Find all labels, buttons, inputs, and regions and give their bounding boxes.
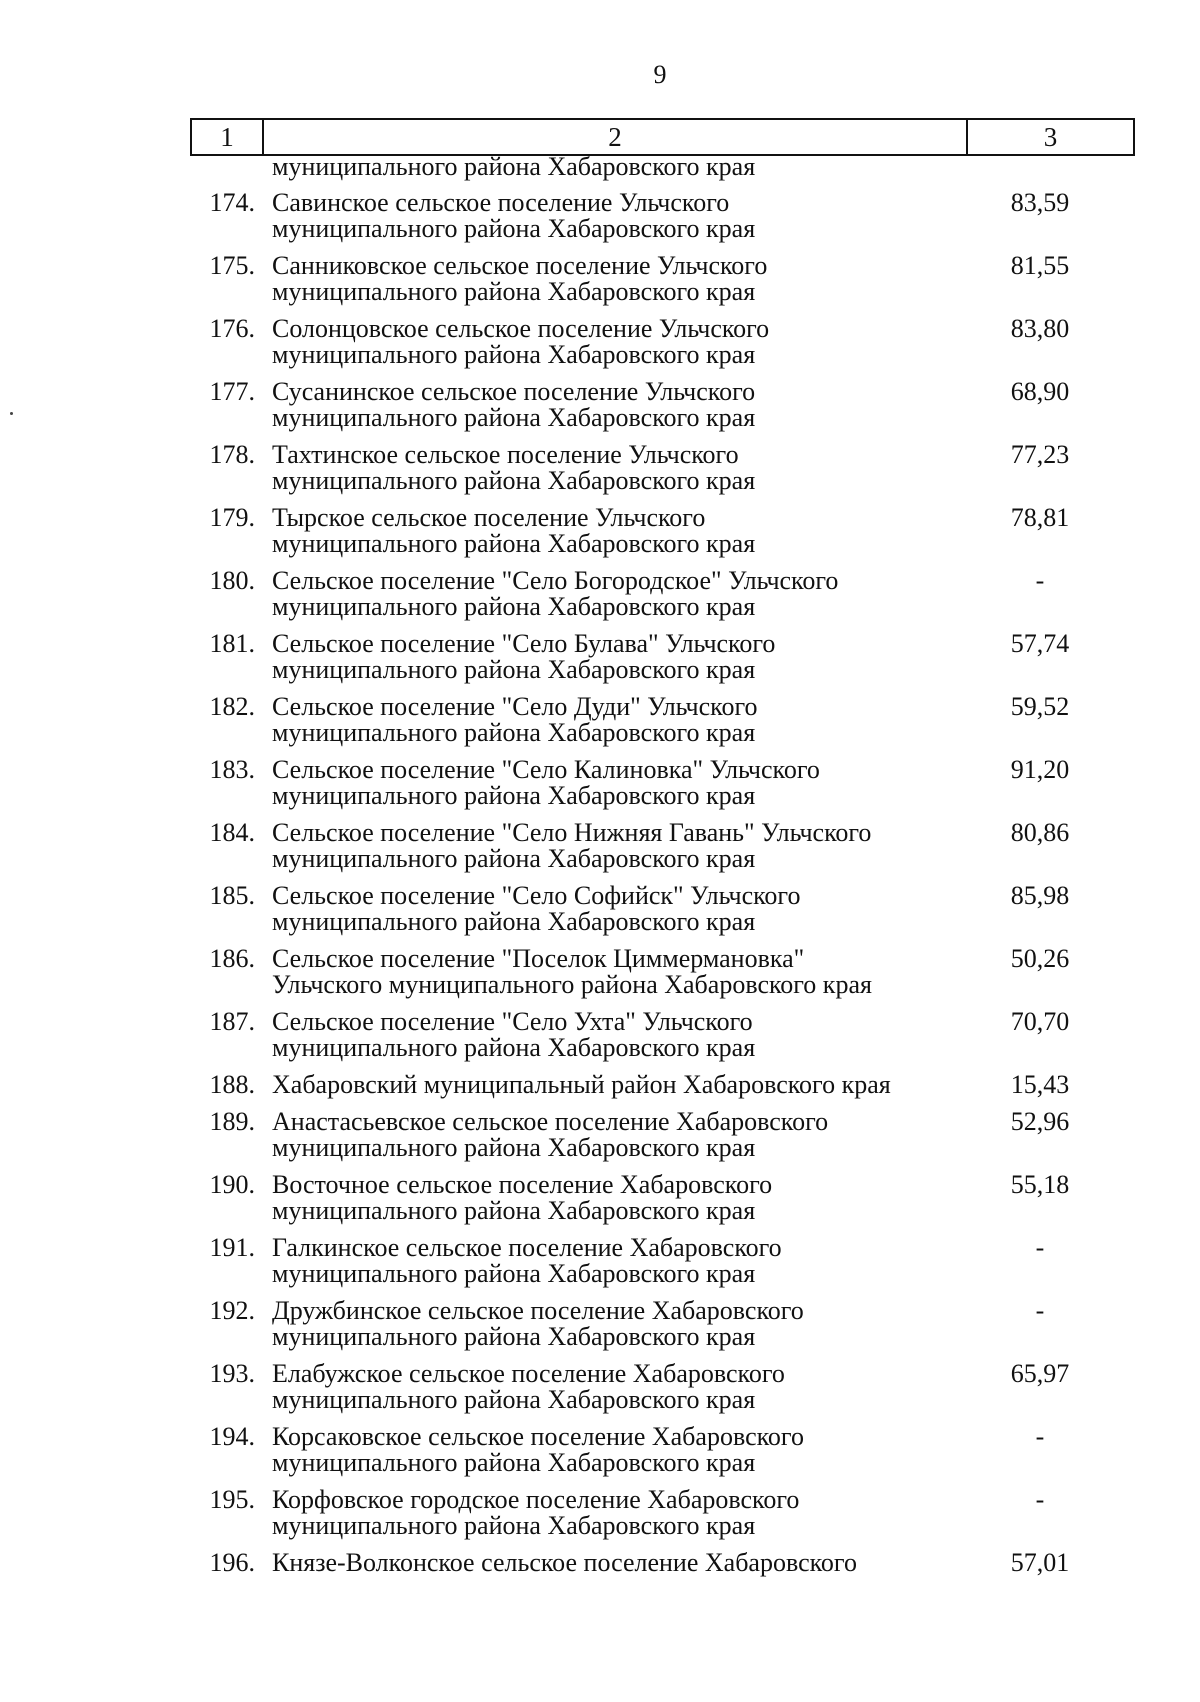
table-row	[190, 1009, 1135, 1072]
row-name	[272, 379, 972, 431]
row-name	[272, 1298, 972, 1350]
row-name	[272, 694, 972, 746]
row-name	[272, 442, 972, 494]
table-row	[190, 1072, 1135, 1109]
row-name-line-1: Тахтинское сельское поселение Ульчского	[272, 440, 739, 469]
row-name-line-1: Сельское поселение "Село Софийск" Ульчского	[272, 881, 801, 910]
row-value: 68,90	[1010, 377, 1070, 406]
row-value: -	[1035, 1422, 1045, 1451]
row-number: 196.	[209, 1548, 255, 1577]
table-row	[190, 1235, 1135, 1298]
row-name	[272, 1487, 972, 1539]
row-name	[272, 1172, 972, 1224]
row-name	[272, 1109, 972, 1161]
row-name-line-2: муниципального района Хабаровского края	[272, 1033, 756, 1062]
row-name	[272, 505, 972, 557]
row-name-line-2: муниципального района Хабаровского края	[272, 592, 756, 621]
row-number: 180.	[209, 566, 255, 595]
row-name-line-2: муниципального района Хабаровского края	[272, 1133, 756, 1162]
row-number: 182.	[209, 692, 255, 721]
table-row	[190, 316, 1135, 379]
page-number: 9	[653, 60, 667, 89]
row-name-line-2: муниципального района Хабаровского края	[272, 1259, 756, 1288]
row-name-line-1: Восточное сельское поселение Хабаровского	[272, 1170, 773, 1199]
row-name-line-1: Галкинское сельское поселение Хабаровского	[272, 1233, 782, 1262]
table-row	[190, 568, 1135, 631]
row-value: 78,81	[1010, 503, 1070, 532]
row-number: 174.	[209, 188, 255, 217]
row-name-line-1: Сельское поселение "Село Дуди" Ульчского	[272, 692, 758, 721]
row-value: 65,97	[1010, 1359, 1070, 1388]
table-row	[190, 190, 1135, 253]
row-name-line-1: Савинское сельское поселение Ульчского	[272, 188, 730, 217]
row-name	[272, 1424, 972, 1476]
row-value: -	[1035, 566, 1045, 595]
row-value: 91,20	[1010, 755, 1070, 784]
row-number: 178.	[209, 440, 255, 469]
row-name-line-2: муниципального района Хабаровского края	[272, 844, 756, 873]
row-number: 187.	[209, 1007, 255, 1036]
row-name-line-2: муниципального района Хабаровского края	[272, 277, 756, 306]
header-col-2: 2	[264, 120, 968, 154]
row-number: 184.	[209, 818, 255, 847]
row-name-line-1: Дружбинское сельское поселение Хабаровского	[272, 1296, 804, 1325]
table-row	[190, 253, 1135, 316]
row-name-line-2: муниципального района Хабаровского края	[272, 907, 756, 936]
row-name	[272, 190, 972, 242]
row-number: 189.	[209, 1107, 255, 1136]
row-name-line-1: Корфовское городское поселение Хабаровского	[272, 1485, 800, 1514]
row-number: 183.	[209, 755, 255, 784]
table-row	[190, 883, 1135, 946]
row-name-line-2: муниципального района Хабаровского края	[272, 403, 756, 432]
table-row	[190, 442, 1135, 505]
row-value: 59,52	[1010, 692, 1070, 721]
row-name-line-1: Анастасьевское сельское поселение Хабаровского	[272, 1107, 829, 1136]
row-name-line-1: Сусанинское сельское поселение Ульчского	[272, 377, 756, 406]
row-number: 193.	[209, 1359, 255, 1388]
row-name-line-1: Тырское сельское поселение Ульчского	[272, 503, 706, 532]
row-value: 57,74	[1010, 629, 1070, 658]
row-name-line-2: муниципального района Хабаровского края	[272, 466, 756, 495]
row-name-line-1: Елабужское сельское поселение Хабаровского	[272, 1359, 785, 1388]
row-name	[272, 631, 972, 683]
row-number: 188.	[209, 1070, 255, 1099]
row-name-line-2: муниципального района Хабаровского края	[272, 1511, 756, 1540]
row-value: 77,23	[1010, 440, 1070, 469]
row-number: 176.	[209, 314, 255, 343]
row-name	[272, 1550, 972, 1576]
row-name	[272, 757, 972, 809]
row-number: 191.	[209, 1233, 255, 1262]
row-value: 85,98	[1010, 881, 1070, 910]
row-value: 50,26	[1010, 944, 1070, 973]
row-value: -	[1035, 1296, 1045, 1325]
row-name-line-2: муниципального района Хабаровского края	[272, 1322, 756, 1351]
row-name-line-2: Ульчского муниципального района Хабаровского края	[272, 970, 872, 999]
row-number: 185.	[209, 881, 255, 910]
table-row	[190, 757, 1135, 820]
table-row	[190, 505, 1135, 568]
row-number: 177.	[209, 377, 255, 406]
continuation-line: муниципального района Хабаровского края	[272, 152, 756, 181]
row-name	[272, 568, 972, 620]
row-name-line-1: Сельское поселение "Село Калиновка" Ульчского	[272, 755, 820, 784]
row-name	[272, 1361, 972, 1413]
header-col-1: 1	[192, 120, 264, 154]
row-name	[272, 1009, 972, 1061]
table-body	[190, 190, 1135, 1587]
row-value: 83,80	[1010, 314, 1070, 343]
row-value: 83,59	[1010, 188, 1070, 217]
row-value: 80,86	[1010, 818, 1070, 847]
row-name-line-2: муниципального района Хабаровского края	[272, 1448, 756, 1477]
table-row	[190, 379, 1135, 442]
table-row	[190, 1487, 1135, 1550]
row-number: 195.	[209, 1485, 255, 1514]
table-row	[190, 1550, 1135, 1587]
row-value: 15,43	[1010, 1070, 1070, 1099]
row-value: -	[1035, 1233, 1045, 1262]
row-name-line-1: Сельское поселение "Село Богородское" Ульчского	[272, 566, 839, 595]
row-name-line-2: муниципального района Хабаровского края	[272, 214, 756, 243]
row-name-line-1: Солонцовское сельское поселение Ульчского	[272, 314, 770, 343]
row-name	[272, 316, 972, 368]
row-name	[272, 1072, 972, 1098]
row-name-line-1: Князе-Волконское сельское поселение Хабаровского	[272, 1548, 857, 1577]
row-number: 175.	[209, 251, 255, 280]
row-value: 52,96	[1010, 1107, 1070, 1136]
row-name	[272, 883, 972, 935]
row-number: 186.	[209, 944, 255, 973]
table-row	[190, 1172, 1135, 1235]
row-name-line-1: Сельское поселение "Село Булава" Ульчского	[272, 629, 776, 658]
table-row	[190, 694, 1135, 757]
row-name-line-1: Хабаровский муниципальный район Хабаровского края	[272, 1070, 891, 1099]
row-number: 190.	[209, 1170, 255, 1199]
row-name-line-2: муниципального района Хабаровского края	[272, 340, 756, 369]
row-name-line-1: Корсаковское сельское поселение Хабаровского	[272, 1422, 804, 1451]
row-name-line-1: Сельское поселение "Поселок Циммермановка"	[272, 944, 805, 973]
row-name	[272, 946, 972, 998]
row-name-line-2: муниципального района Хабаровского края	[272, 781, 756, 810]
row-value: 70,70	[1010, 1007, 1070, 1036]
table-row	[190, 946, 1135, 1009]
row-number: 179.	[209, 503, 255, 532]
row-name-line-2: муниципального района Хабаровского края	[272, 718, 756, 747]
table-row	[190, 1424, 1135, 1487]
row-name-line-2: муниципального района Хабаровского края	[272, 1385, 756, 1414]
row-name-line-2: муниципального района Хабаровского края	[272, 529, 756, 558]
table-row	[190, 631, 1135, 694]
row-name-line-2: муниципального района Хабаровского края	[272, 655, 756, 684]
table-row	[190, 820, 1135, 883]
table-row	[190, 1109, 1135, 1172]
row-value: 57,01	[1010, 1548, 1070, 1577]
table-row	[190, 1361, 1135, 1424]
table-header	[190, 118, 1135, 156]
row-number: 181.	[209, 629, 255, 658]
row-name-line-1: Сельское поселение "Село Ухта" Ульчского	[272, 1007, 753, 1036]
row-number: 192.	[209, 1296, 255, 1325]
header-col-3: 3	[1043, 121, 1058, 152]
row-value: -	[1035, 1485, 1045, 1514]
row-number: 194.	[209, 1422, 255, 1451]
row-name	[272, 1235, 972, 1287]
row-value: 81,55	[1010, 251, 1070, 280]
table-row	[190, 1298, 1135, 1361]
row-name-line-1: Сельское поселение "Село Нижняя Гавань" Ульчского	[272, 818, 872, 847]
scan-speck	[10, 412, 13, 415]
row-value: 55,18	[1010, 1170, 1070, 1199]
row-name-line-1: Санниковское сельское поселение Ульчского	[272, 251, 768, 280]
row-name	[272, 820, 972, 872]
row-name	[272, 253, 972, 305]
row-name-line-2: муниципального района Хабаровского края	[272, 1196, 756, 1225]
